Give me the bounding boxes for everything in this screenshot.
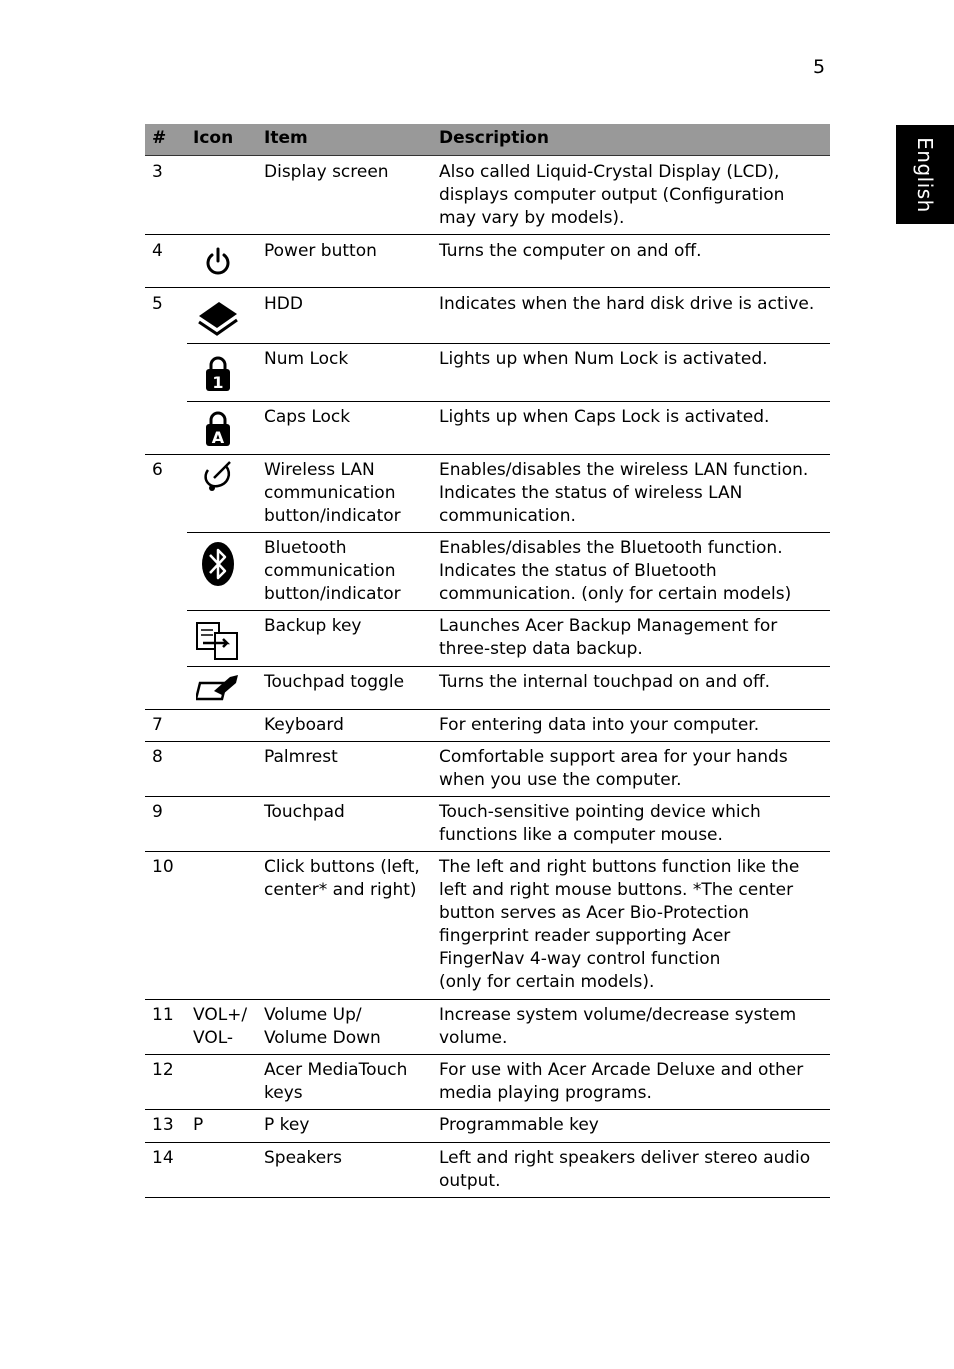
row-description-line: functions like a computer mouse. (439, 825, 723, 845)
row-description-line: may vary by models). (439, 208, 625, 228)
page-number: 5 (813, 56, 826, 78)
row-description-line: For entering data into your computer. (439, 715, 760, 735)
row-item-line: center* and right) (264, 880, 417, 900)
row-item-line: Power button (264, 241, 377, 261)
row-description-line: Programmable key (439, 1115, 599, 1135)
row-description (439, 406, 827, 429)
row-description-line: communication. (439, 506, 576, 526)
row-divider (145, 741, 830, 742)
row-description-line: Left and right speakers deliver stereo audio (439, 1148, 811, 1168)
row-description-line: (only for certain models). (439, 972, 655, 992)
row-divider (187, 401, 830, 402)
row-number: 10 (152, 857, 174, 877)
row-item (264, 801, 434, 824)
row-item-line: Bluetooth (264, 538, 347, 558)
caps-lock-icon (204, 411, 232, 447)
row-divider (187, 532, 830, 533)
row-description-line: displays computer output (Configuration (439, 185, 785, 205)
row-description-line: volume. (439, 1028, 508, 1048)
row-item (264, 671, 434, 694)
svg-text:1: 1 (212, 373, 224, 392)
row-number: 5 (152, 294, 163, 314)
header-icon: Icon (193, 128, 234, 148)
row-description-line: three-step data backup. (439, 639, 643, 659)
language-tab-label: English (913, 136, 937, 213)
row-description-line: For use with Acer Arcade Deluxe and other (439, 1060, 804, 1080)
row-item (264, 1147, 434, 1170)
row-description (439, 240, 827, 263)
row-item-line: Volume Down (264, 1028, 381, 1048)
row-item (264, 293, 434, 316)
row-description-line: communication. (only for certain models) (439, 584, 792, 604)
row-item-line: button/indicator (264, 584, 401, 604)
hdd-icon (197, 298, 239, 338)
row-description-line: FingerNav 4-way control function (439, 949, 721, 969)
svg-text:A: A (211, 428, 225, 447)
row-divider (145, 454, 830, 455)
backup-icon (195, 621, 241, 661)
row-item-line: keys (264, 1083, 303, 1103)
row-item (264, 856, 434, 902)
row-item-line: P key (264, 1115, 310, 1135)
row-description-line: Lights up when Caps Lock is activated. (439, 407, 770, 427)
row-item-line: Keyboard (264, 715, 344, 735)
row-description-line: left and right mouse buttons. *The center (439, 880, 794, 900)
row-item (264, 406, 434, 429)
row-divider (145, 234, 830, 235)
row-description-line: button serves as Acer Bio-Protection (439, 903, 750, 923)
row-item-line: communication (264, 483, 396, 503)
row-divider (145, 999, 830, 1000)
row-description-line: Also called Liquid-Crystal Display (LCD), (439, 162, 780, 182)
row-description-line: The left and right buttons function like the (439, 857, 800, 877)
row-description-line: media playing programs. (439, 1083, 652, 1103)
row-item-line: Touchpad toggle (264, 672, 405, 692)
row-description (439, 161, 827, 230)
row-item-line: Caps Lock (264, 407, 351, 427)
row-description-line: when you use the computer. (439, 770, 682, 790)
row-item (264, 348, 434, 371)
bluetooth-icon (201, 541, 235, 587)
row-divider (145, 1197, 830, 1198)
row-description (439, 1059, 827, 1105)
touchpad-toggle-icon (196, 673, 240, 701)
row-item (264, 615, 434, 638)
row-description (439, 671, 827, 694)
row-description-line: Comfortable support area for your hands (439, 747, 788, 767)
row-item (264, 537, 434, 606)
row-description-line: Indicates the status of wireless LAN (439, 483, 743, 503)
row-description (439, 348, 827, 371)
row-item-line: Volume Up/ (264, 1005, 362, 1025)
row-item-line: Backup key (264, 616, 362, 636)
row-item-line: Speakers (264, 1148, 343, 1168)
row-divider (145, 1109, 830, 1110)
row-divider (145, 287, 830, 288)
table-header (145, 124, 830, 156)
row-item-line: Wireless LAN (264, 460, 375, 480)
row-divider (187, 343, 830, 344)
row-item (264, 161, 434, 184)
row-item-line: Display screen (264, 162, 389, 182)
row-description-line: Indicates the status of Bluetooth (439, 561, 717, 581)
row-number: 12 (152, 1060, 174, 1080)
row-divider (145, 1054, 830, 1055)
row-description (439, 714, 827, 737)
row-description (439, 746, 827, 792)
row-divider (187, 610, 830, 611)
row-number: 6 (152, 460, 163, 480)
row-divider (187, 666, 830, 667)
row-item (264, 1004, 434, 1050)
row-description (439, 537, 827, 606)
row-divider (145, 796, 830, 797)
row-item-line: Num Lock (264, 349, 349, 369)
row-description-line: Increase system volume/decrease system (439, 1005, 797, 1025)
row-icon-text: P (193, 1115, 204, 1135)
row-description (439, 856, 827, 994)
row-number: 14 (152, 1148, 174, 1168)
row-description (439, 1147, 827, 1193)
row-number: 9 (152, 802, 163, 822)
row-item-line: Acer MediaTouch (264, 1060, 408, 1080)
row-item-line: communication (264, 561, 396, 581)
row-item (264, 1059, 434, 1105)
row-number: 11 (152, 1005, 174, 1025)
row-description (439, 1004, 827, 1050)
row-description-line: Indicates when the hard disk drive is active. (439, 294, 815, 314)
row-description-line: Launches Acer Backup Management for (439, 616, 778, 636)
row-icon-text: VOL+/ VOL- (193, 1005, 248, 1048)
row-divider (145, 1142, 830, 1143)
row-description (439, 1114, 827, 1137)
num-lock-icon (204, 356, 232, 392)
language-tab (896, 125, 954, 224)
row-description (439, 615, 827, 661)
row-description-line: Turns the computer on and off. (439, 241, 702, 261)
row-item-line: Click buttons (left, (264, 857, 420, 877)
row-item (264, 459, 434, 528)
row-item (264, 240, 434, 263)
row-description-line: output. (439, 1171, 501, 1191)
row-description-line: fingerprint reader supporting Acer (439, 926, 731, 946)
wireless-icon (200, 460, 236, 494)
row-divider (145, 709, 830, 710)
row-description (439, 293, 827, 316)
row-description-line: Lights up when Num Lock is activated. (439, 349, 768, 369)
row-item (264, 714, 434, 737)
row-number: 3 (152, 162, 163, 182)
row-item-line: HDD (264, 294, 303, 314)
row-description-line: Touch-sensitive pointing device which (439, 802, 761, 822)
row-description-line: Enables/disables the wireless LAN function. (439, 460, 809, 480)
row-item-line: Palmrest (264, 747, 338, 767)
row-description (439, 459, 827, 528)
row-number: 7 (152, 715, 163, 735)
row-description (439, 801, 827, 847)
header-description: Description (439, 128, 549, 148)
row-item (264, 1114, 434, 1137)
row-item-line: button/indicator (264, 506, 401, 526)
power-icon (203, 246, 233, 278)
header-item: Item (264, 128, 308, 148)
row-divider (145, 851, 830, 852)
row-number: 4 (152, 241, 163, 261)
row-description-line: Turns the internal touchpad on and off. (439, 672, 771, 692)
row-description-line: Enables/disables the Bluetooth function. (439, 538, 783, 558)
row-number: 8 (152, 747, 163, 767)
row-item-line: Touchpad (264, 802, 345, 822)
row-number: 13 (152, 1115, 174, 1135)
header-num: # (152, 128, 167, 148)
row-item (264, 746, 434, 769)
